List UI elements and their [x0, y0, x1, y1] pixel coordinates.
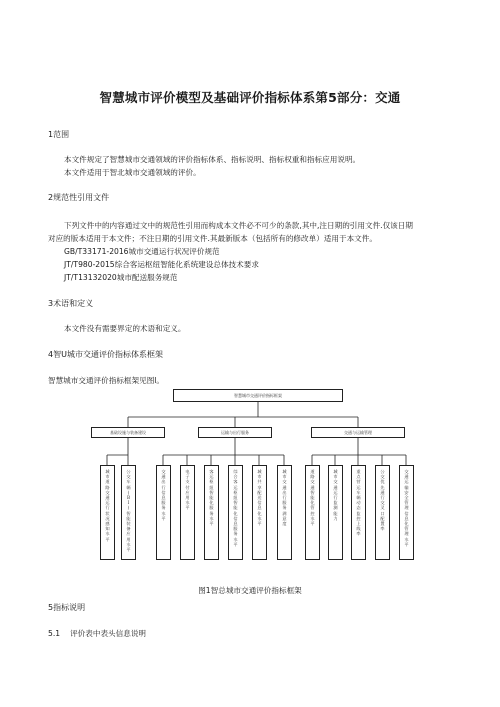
section-4-heading: 4智U城市交通评价指标体系框架 — [48, 350, 163, 359]
section-5-heading: 5指标说明 — [48, 603, 86, 612]
diagram-root-node: 智慧城市交通评价指标框架 — [173, 389, 343, 402]
indicator-node: 城 市 交 通 出 行 服 务 满 意 度 — [277, 465, 292, 560]
group-node-transport-service: 运输与出行服务 — [198, 427, 272, 438]
group-node-infrastructure: 基础设施与装备建设 — [91, 427, 165, 438]
indicator-node: 公 交 车 辆 ( B I ) 智 能 装 备 应 用 水 平 — [121, 465, 136, 560]
indicator-node: 道 路 交 通 智 能 化 管 控 水 平 — [305, 465, 320, 560]
indicator-node: 综 合 客 运 枢 纽 智 能 化 信 息 服 务 水 平 — [228, 465, 243, 560]
indicator-node: 客 运 枢 纽 智 能 化 服 务 水 平 — [204, 465, 219, 560]
reference-1: GB/T33171-2016城市交通运行状况评价规范 — [64, 247, 220, 256]
section-1-paragraph-2: 本文件适用于智北城市交通领域的评价。 — [64, 168, 201, 177]
indicator-node: 电 子 支 付 应 用 水 平 — [180, 465, 195, 560]
indicator-node: 城 市 交 通 运 行 监 测 能 力 — [328, 465, 343, 560]
group-node-traffic-management: 交通与运输管理 — [311, 427, 405, 438]
document-title: 智慧城市评价模型及基础评价指标体系第5部分：交通 — [99, 90, 401, 105]
section-1-paragraph-1: 本文件规定了智慧城市交通领域的评价指标体系、指标说明、指标权重和指标应用说明。 — [64, 155, 361, 164]
indicator-node: 城 市 道 路 交 通 运 行 状 况 感 知 水 平 — [100, 465, 115, 560]
section-2-paragraph-line-1: 下列文件中的内容通过文中的规范性引用而构成本文件必不可少的条款,其中,注日期的引用文件.仅该日期 — [64, 221, 413, 230]
section-5-1-heading: 5.1 评价表中表头信息说明 — [48, 629, 147, 638]
indicator-node: 交 通 出 行 信 息 服 务 水 平 — [156, 465, 171, 560]
section-4-paragraph: 智慧城市交通评价指标框架见图l。 — [48, 376, 165, 385]
indicator-node: 公 交 优 先 通 行 交 叉 口 配 置 率 — [375, 465, 390, 560]
figure-caption: 图1智总城市交通评价指标框架 — [198, 586, 302, 595]
indicator-node: 交 通 运 输 安 全 管 理 信 息 化 管 理 水 平 — [399, 465, 414, 560]
reference-3: JT/T13132020城市配送服务规范 — [64, 273, 178, 282]
section-2-heading: 2规范性引用文件 — [48, 193, 110, 202]
framework-diagram — [88, 387, 428, 587]
indicator-node: 重 点 营 运 车 辆 动 态 监 控 上 线 率 — [351, 465, 366, 560]
section-3-heading: 3术语和定义 — [48, 299, 94, 308]
section-1-heading: 1范围 — [48, 130, 70, 139]
indicator-node: 城 市 共 享 配 送 信 息 化 水 平 — [252, 465, 267, 560]
section-3-paragraph: 本文件没有需要界定的术语和定义。 — [64, 324, 186, 333]
reference-2: JT/T980-2015综合客运枢纽智能化系统建设总体技术要求 — [64, 260, 259, 269]
section-2-paragraph-line-2: 对应的版本适用于本文件；不注日期的引用文件.其最新版本（包括所有的修改单）适用于本文件。 — [48, 234, 377, 243]
